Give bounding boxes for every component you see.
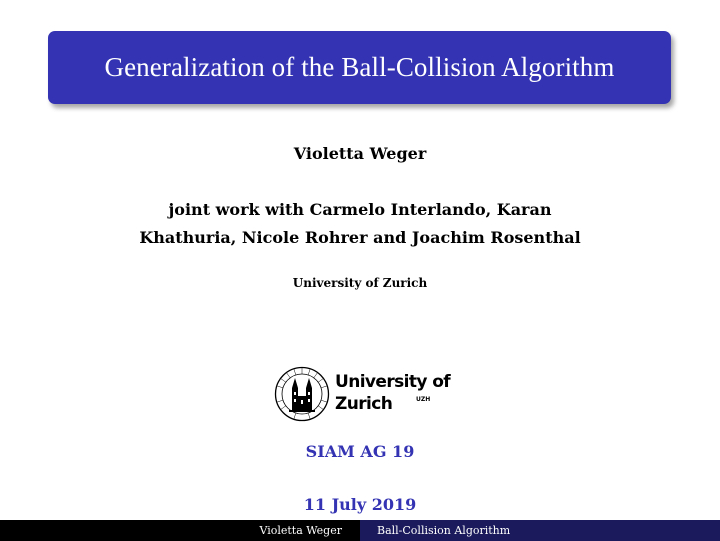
presentation-date: 11 July 2019 [303,495,417,514]
footer-short-title: Ball-Collision Algorithm [377,524,511,537]
coauthors [0,196,720,252]
institute: University of Zurich [292,276,428,290]
author-name: Violetta Weger [293,144,427,163]
footer-author-panel [0,520,360,541]
coauthors-line-1: joint work with Carmelo Interlando, Karan [168,200,552,219]
footer-author: Violetta Weger [259,524,342,537]
footer-bar [0,520,720,541]
logo-text-line-2: Zurich [335,394,393,414]
logo-superscript: UZH [416,396,431,403]
slide-title: Generalization of the Ball-Collision Algorithm [104,52,615,82]
university-logo [274,366,454,422]
event-name: SIAM AG 19 [305,442,415,461]
coauthors-line-2: Khathuria, Nicole Rohrer and Joachim Rosenthal [139,228,581,247]
footer-title-panel [360,520,720,541]
logo-text-line-1: University of [335,372,451,392]
university-seal-icon [274,366,330,422]
title-box [48,31,671,104]
